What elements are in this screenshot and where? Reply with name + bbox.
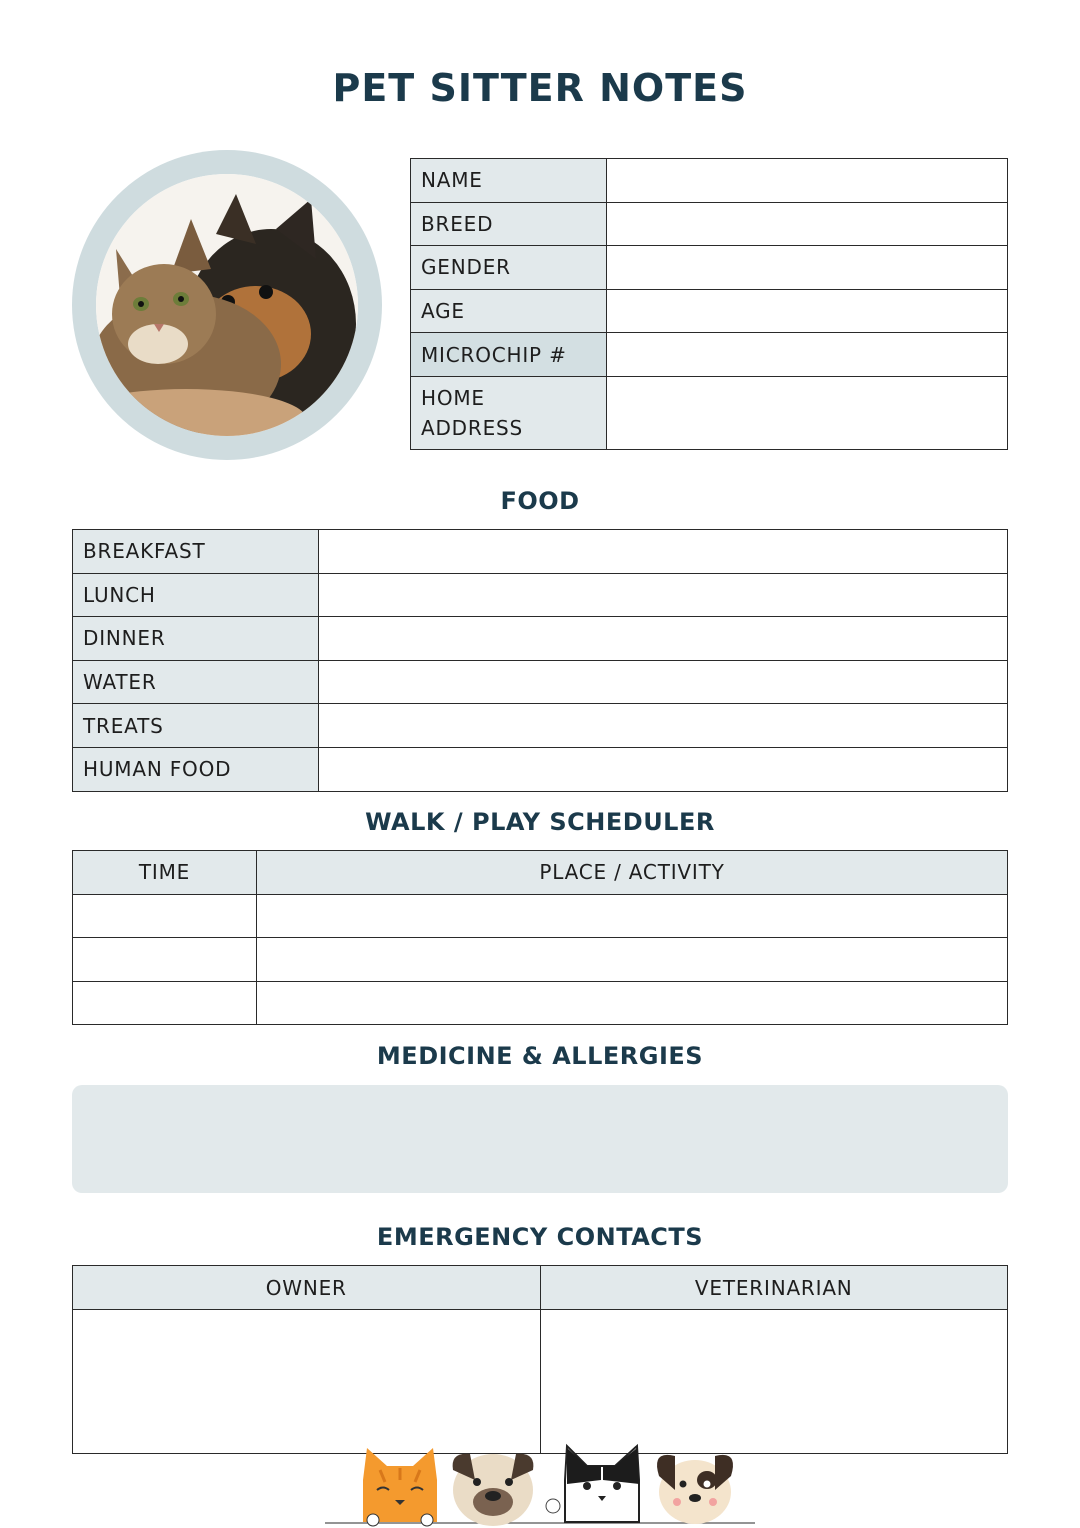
home-address-label: HOME ADDRESS [411,376,607,449]
pet-photo-frame [72,150,382,460]
breakfast-label: BREAKFAST [73,530,319,574]
dog-icon [657,1455,733,1524]
dinner-field[interactable] [319,617,1008,661]
lunch-label: LUNCH [73,573,319,617]
time-column-header: TIME [73,851,257,895]
name-label: NAME [411,159,607,203]
human-food-field[interactable] [319,747,1008,791]
owner-contact-field[interactable] [73,1310,541,1454]
walk-heading: WALK / PLAY SCHEDULER [365,808,715,836]
age-label: AGE [411,289,607,333]
gender-field[interactable] [607,246,1008,290]
medicine-heading: MEDICINE & ALLERGIES [376,1042,704,1070]
breed-field[interactable] [607,202,1008,246]
emergency-contacts-table [72,1265,1008,1454]
microchip-label: MICROCHIP # [411,333,607,377]
cat-icon [363,1448,437,1526]
age-field[interactable] [607,289,1008,333]
place-column-header: PLACE / ACTIVITY [257,851,1008,895]
microchip-field[interactable] [607,333,1008,377]
walk-schedule-table [72,850,1008,1025]
pug-icon [453,1454,534,1526]
tuxedo-cat-icon [546,1446,639,1522]
food-table [72,529,1008,792]
water-field[interactable] [319,660,1008,704]
page-title: PET SITTER NOTES [332,66,748,110]
table-row [73,981,1008,1025]
food-heading: FOOD [500,487,580,515]
vet-column-header: VETERINARIAN [540,1266,1008,1310]
owner-column-header: OWNER [73,1266,541,1310]
emergency-heading: EMERGENCY CONTACTS [376,1223,704,1251]
place-field[interactable] [257,938,1008,982]
cartoon-pets-illustration [325,1440,755,1528]
vet-contact-field[interactable] [540,1310,1008,1454]
place-field[interactable] [257,894,1008,938]
medicine-allergies-box[interactable] [72,1085,1008,1193]
gender-label: GENDER [411,246,607,290]
pet-photo [96,174,358,436]
breakfast-field[interactable] [319,530,1008,574]
dinner-label: DINNER [73,617,319,661]
home-address-field[interactable] [607,376,1008,449]
name-field[interactable] [607,159,1008,203]
breed-label: BREED [411,202,607,246]
time-field[interactable] [73,938,257,982]
treats-label: TREATS [73,704,319,748]
lunch-field[interactable] [319,573,1008,617]
treats-field[interactable] [319,704,1008,748]
time-field[interactable] [73,894,257,938]
pet-info-table [410,158,1008,450]
time-field[interactable] [73,981,257,1025]
human-food-label: HUMAN FOOD [73,747,319,791]
water-label: WATER [73,660,319,704]
table-row [73,938,1008,982]
table-row [73,894,1008,938]
place-field[interactable] [257,981,1008,1025]
